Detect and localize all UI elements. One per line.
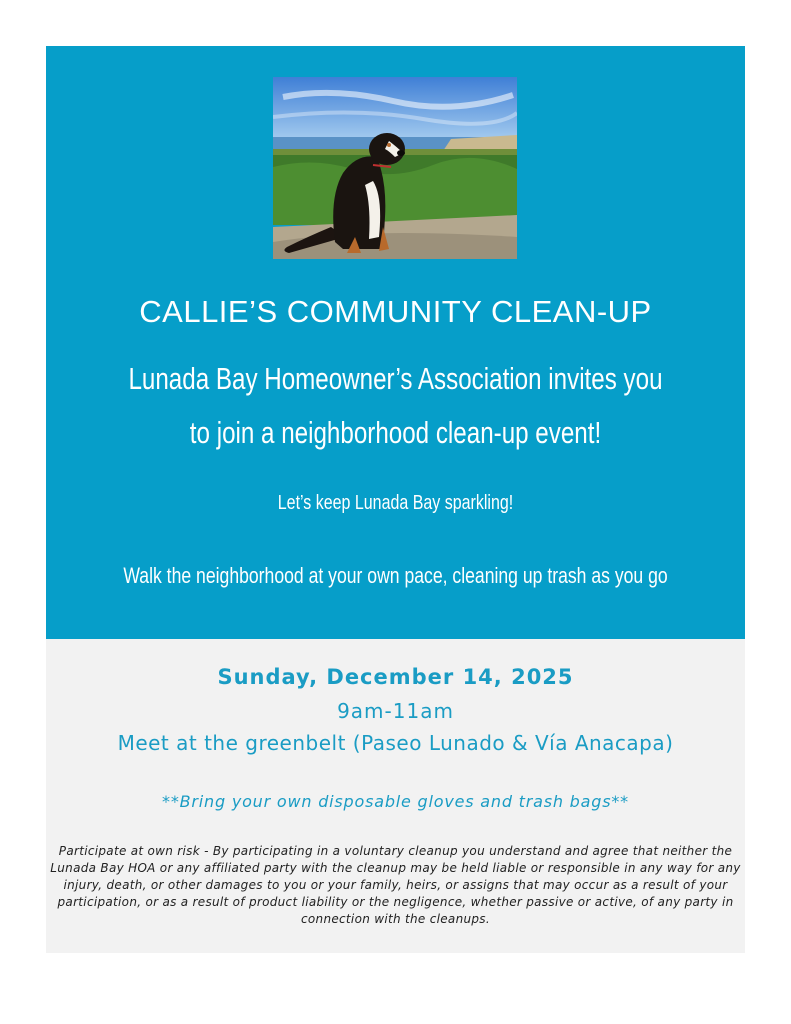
event-location: Meet at the greenbelt (Paseo Lunado & Vía Anacapa) bbox=[117, 731, 674, 755]
details-panel bbox=[46, 639, 745, 953]
dog-by-ocean-image bbox=[273, 77, 517, 259]
invitation-line-1: Lunada Bay Homeowner’s Association invites you bbox=[128, 361, 663, 396]
event-title: CALLIE’S COMMUNITY CLEAN-UP bbox=[139, 294, 652, 329]
tagline: Let’s keep Lunada Bay sparkling! bbox=[277, 492, 514, 514]
event-time: 9am-11am bbox=[337, 699, 454, 723]
liability-disclaimer: Participate at own risk - By participating in a voluntary cleanup you understand and agree that neither the Lunada Bay HOA or any affiliated party with the cleanup may be held liable or responsible in any way for any injury, death, or other damages to you or your family, heirs, or assigns that may occur as a result of your participation, or as a result of product liability or the negligence, whether passive or active, of any party in connection with the cleanups. bbox=[50, 844, 741, 926]
dog-photo bbox=[273, 77, 517, 259]
event-date: Sunday, December 14, 2025 bbox=[217, 665, 574, 689]
invitation-line-2: to join a neighborhood clean-up event! bbox=[189, 415, 602, 450]
invitation-text bbox=[123, 352, 668, 460]
walk-description: Walk the neighborhood at your own pace, cleaning up trash as you go bbox=[123, 563, 668, 588]
header-panel bbox=[46, 46, 745, 639]
bring-note: **Bring your own disposable gloves and trash bags** bbox=[162, 792, 629, 811]
